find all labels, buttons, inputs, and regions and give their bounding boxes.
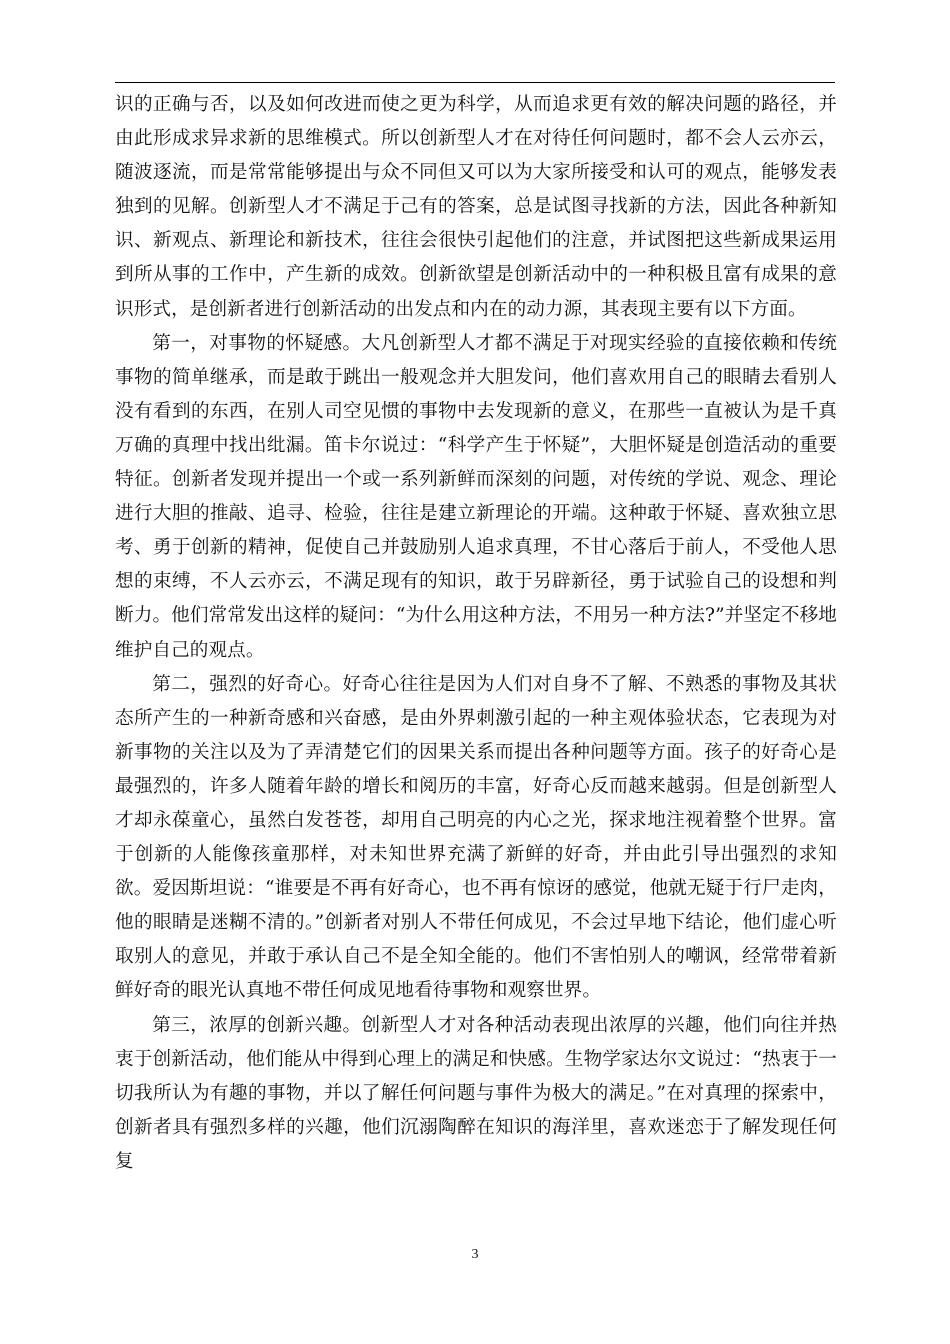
body-text (115, 88, 837, 1179)
paragraph-doubt: 第一，对事物的怀疑感。大凡创新型人才都不满足于对现实经验的直接依赖和传统事物的简单继承，而是敢于跳出一般观念并大胆发问，他们喜欢用自己的眼睛去看别人没有看到的东西，在别人司空见惯的事物中去发现新的意义，在那些一直被认为是千真万确的真理中找出纰漏。笛卡尔说过：“科学产生于怀疑”，大胆怀疑是创造活动的重要特征。创新者发现并提出一个或一系列新鲜而深刻的问题，对传统的学说、观念、理论进行大胆的推敲、追寻、检验，往往是建立新理论的开端。这种敢于怀疑、喜欢独立思考、勇于创新的精神，促使自己并鼓励别人追求真理，不甘心落后于前人，不受他人思想的束缚，不人云亦云，不满足现有的知识，敢于另辟新径，勇于试验自己的设想和判断力。他们常常发出这样的疑问：“为什么用这种方法，不用另一种方法?”并坚定不移地维护自己的观点。 (115, 332, 837, 661)
header-rule (115, 82, 835, 83)
page-number: 3 (471, 1247, 479, 1262)
paragraph-continued: 识的正确与否，以及如何改进而使之更为科学，从而追求更有效的解决问题的路径，并由此形成求异求新的思维模式。所以创新型人才在对待任何问题时，都不会人云亦云，随波逐流，而是常常能够提出与众不同但又可以为大家所接受和认可的观点，能够发表独到的见解。创新型人才不满足于己有的答案，总是试图寻找新的方法，因此各种新知识、新观点、新理论和新技术，往往会很快引起他们的注意，并试图把这些新成果运用到所从事的工作中，产生新的成效。创新欲望是创新活动中的一种积极且富有成果的意识形式，是创新者进行创新活动的出发点和内在的动力源，其表现主要有以下方面。 (115, 94, 837, 320)
paragraph-interest: 第三，浓厚的创新兴趣。创新型人才对各种活动表现出浓厚的兴趣，他们向往并热衷于创新活动，他们能从中得到心理上的满足和快感。生物学家达尔文说过：“热衷于一切我所认为有趣的事物，并以了解任何问题与事件为极大的满足。”在对真理的探索中，创新者具有强烈多样的兴趣，他们沉溺陶醉在知识的海洋里，喜欢迷恋于了解发现任何复 (115, 1014, 837, 1172)
paragraph-curiosity: 第二，强烈的好奇心。好奇心往往是因为人们对自身不了解、不熟悉的事物及其状态所产生的一种新奇感和兴奋感，是由外界刺激引起的一种主观体验状态，它表现为对新事物的关注以及为了弄清楚它们的因果关系而提出各种问题等方面。孩子的好奇心是最强烈的，许多人随着年龄的增长和阅历的丰富，好奇心反而越来越弱。但是创新型人才却永葆童心，虽然白发苍苍，却用自己明亮的内心之光，探求地注视着整个世界。富于创新的人能像孩童那样，对未知世界充满了新鲜的好奇，并由此引导出强烈的求知欲。爱因斯坦说：“谁要是不再有好奇心，也不再有惊讶的感觉，他就无疑于行尸走肉，他的眼睛是迷糊不清的。”创新者对别人不带任何成见，不会过早地下结论，他们虚心听取别人的意见，并敢于承认自己不是全知全能的。他们不害怕别人的嘲讽，经常带着新鲜好奇的眼光认真地不带任何成见地看待事物和观察世界。 (115, 673, 837, 1002)
